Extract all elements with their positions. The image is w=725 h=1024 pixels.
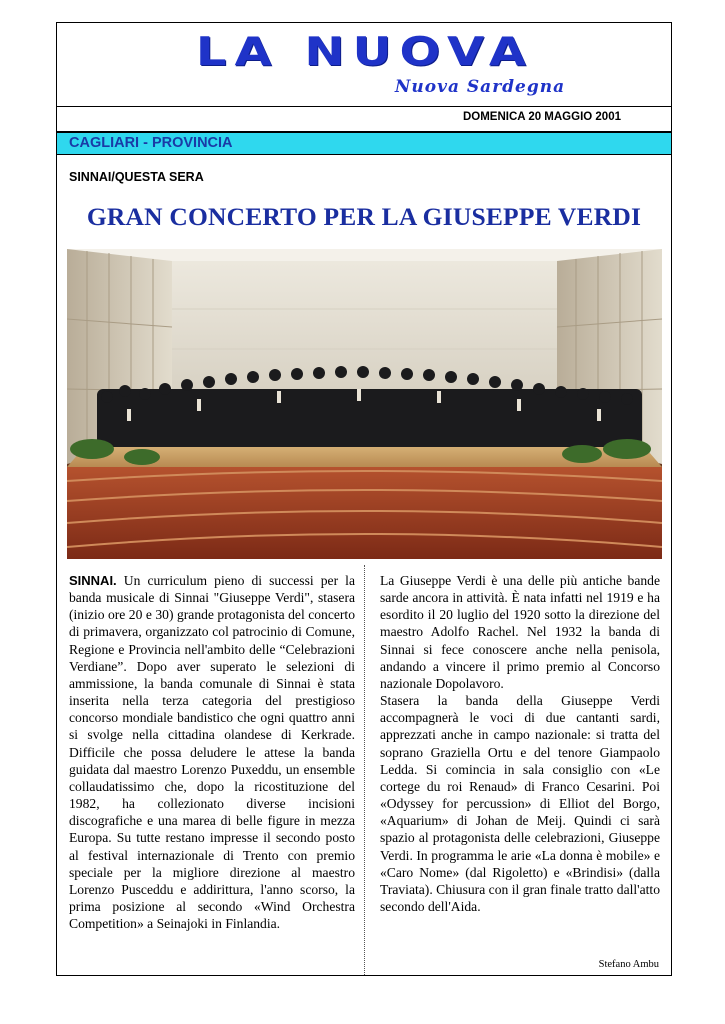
concert-hall-photo: [67, 249, 662, 559]
article-column-right: [380, 572, 660, 915]
section-bar: [57, 132, 671, 155]
newspaper-logo-subtitle: Nuova Sardegna: [394, 77, 566, 97]
article-kicker: SINNAI/QUESTA SERA: [69, 170, 204, 184]
dateline: [57, 106, 671, 132]
article-byline: Stefano Ambu: [598, 959, 659, 970]
article-column-left: [69, 572, 355, 932]
newspaper-logo: LA NUOVA: [195, 29, 535, 75]
article-lead: SINNAI.: [69, 573, 117, 588]
article-paragraph: La Giuseppe Verdi è una delle più antiche bande sarde ancora in attività. È nata infatti nel 1919 e ha esordito il 20 luglio del 1920 sotto la direzione del maestro Adolfo Rachel. Nel 1932 la banda di Sinnai si fece conoscere anche nella penisola, andando a vincere il primo premio al Concorso nazionale Dopolavoro.: [380, 573, 660, 691]
issue-date: DOMENICA 20 MAGGIO 2001: [462, 111, 621, 123]
masthead: [57, 23, 671, 107]
article-text-col1: Un curriculum pieno di successi per la banda musicale di Sinnai "Giuseppe Verdi", stasera (inizio ore 20 e 30) grande protagonista del concerto di primavera, organizzato col patrocinio di Comune, Regione e Provincia nell'ambito delle “Celebrazioni Verdiane”. Dopo aver superato le selezioni di ammissione, la banda comunale di Sinnai è stata inserita nella terza categoria del prestigioso concorso mondiale bandistico che ogni quattro anni si svolge nella cittadina olandese di Kerkrade. Difficile che possa deludere le attese la banda guidata dal maestro Lorenzo Puxeddu, un ensemble collaudatissimo che, dopo la ricostituzione del 1982, ha collezionato diverse incisioni discografiche e una marea di belle figure in mezza Europa. Su tutte restano impresse il secondo posto al festival internazionale di Trento con premio speciale per la migliore direzione al maestro Lorenzo Pusceddu e addirittura, l'anno scorso, la prima posizione al secondo «Wind Orchestra Competition» a Seinajoki in Finlandia.: [69, 573, 355, 932]
article-paragraph: Stasera la banda della Giuseppe Verdi accompagnerà le voci di due cantanti sardi, apprezzati anche in campo nazionale: si tratta del soprano Graziella Ortu e del tenore Giampaolo Ledda. Si comincia in sala consiglio con «Le cortege du roi Renaud» di Franco Cesarini. Poi «Odyssey for percussion» di Elliot del Borgo, «Aquarium» di Johan de Meij. Quindi ci sarà spazio al protagonista delle celebrazioni, Giuseppe Verdi. In programma le arie «La donna è mobile» e «Caro Nome» (dal Rigoletto) e «Brindisi» (dalla Traviata). Chiusura con il gran finale tratto dall'atto secondo dell'Aida.: [380, 693, 660, 914]
section-label: CAGLIARI - PROVINCIA: [69, 135, 233, 151]
article-headline: GRAN CONCERTO PER LA GIUSEPPE VERDI: [86, 202, 642, 231]
column-divider: [364, 565, 365, 975]
